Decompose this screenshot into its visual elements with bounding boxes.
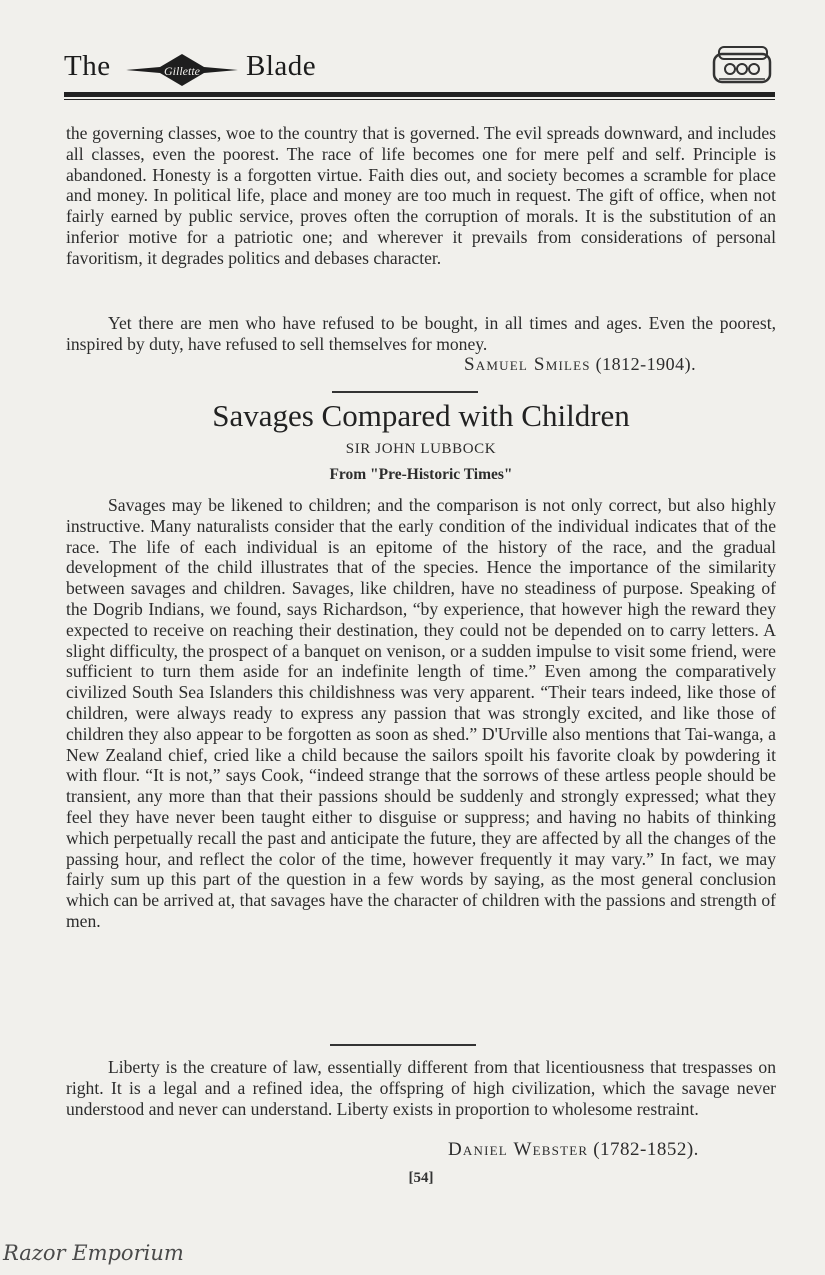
header-blade: Blade	[246, 50, 317, 82]
article-author: SIR JOHN LUBBOCK	[345, 441, 497, 457]
article-source: From "Pre-Historic Times"	[329, 466, 513, 483]
closing-quote: Liberty is the creature of law, essentially different from that licentiousness that trespasses on right. It is a legal and a refined idea, the offspring of high civilization, which the savage never understood and never can understand. Liberty exists in proportion to wholesome restraint.	[66, 1057, 776, 1119]
page-number: [54]	[408, 1170, 434, 1186]
article-body: Savages may be likened to children; and the comparison is not only correct, but also highly instructive. Many naturalists consider that the early condition of the individual indicates that of the race. The life of each individual is an epitome of the history of the race, and the gradual development of the child illustrates that of the species. Hence the importance of the similarity between savages and children. Savages, like children, have no steadiness of purpose. Speaking of the Dogrib Indians, we found, says Richardson, “by experience, that however high the reward they expected to receive on reaching their destination, they could not be depended on to carry letters. A slight difficulty, the prospect of a banquet on venison, or a sudden impulse to visit some friend, were sufficient to turn them aside for an indefinite length of time.” Even among the comparatively civilized South Sea Islanders this childishness was very apparent. “Their tears indeed, like those of children, were always ready to express any passion that was strongly excited, and like those of children they also appear to be forgotten as soon as shed.” D'Urville also mentions that Tai-wanga, a New Zealand chief, cried like a child because the sailors spoilt his favorite cloak by powdering it with flour. “It is not,” says Cook, “indeed strange that the sorrows of these artless people should be transient, any more than that their passions should be suddenly and strongly expressed; what they feel they have never been taught either to disguise or suppress; and having no habits of thinking which perpetually recall the past and anticipate the future, they are affected by all the changes of the passing hour, and reflect the color of the time, however frequently it may vary.” In fact, we may fairly sum up this part of the question in a few words by saying, as the most general conclusion which can be arrived at, that savages have the character of children with the passions and strength of men.	[66, 495, 776, 931]
razor-box-icon	[709, 42, 775, 88]
logo-text: Gillette	[164, 64, 200, 78]
signature-smiles-name: Samuel Smiles	[464, 354, 591, 375]
header-rule-thin	[64, 99, 775, 100]
signature-smiles-years: (1812-1904).	[595, 354, 697, 374]
intro-paragraph-2: Yet there are men who have refused to be bought, in all times and ages. Even the poorest, inspired by duty, have refused to sell themselves for money.	[66, 313, 776, 354]
header-rule-thick	[64, 92, 775, 97]
section-divider-bottom	[330, 1044, 476, 1046]
intro-paragraph-1: the governing classes, woe to the country that is governed. The evil spreads downward, and includes all classes, even the poorest. The race of life becomes one for mere pelf and self. Principle is abandoned. Honesty is a forgotten virtue. Faith dies out, and society becomes a scramble for place and money. In political life, place and money are too much in request. The gift of office, when not fairly earned by public service, proves often the corruption of morals. It is the substitution of an inferior motive for a patriotic one; and wherever it prevails from considerations of personal favoritism, it degrades politics and debases character.	[66, 123, 776, 268]
header-the: The	[64, 50, 111, 82]
signature-webster	[448, 1139, 699, 1161]
signature-webster-years: (1782-1852).	[593, 1139, 699, 1160]
article-title: Savages Compared with Children	[212, 398, 630, 433]
signature-smiles	[464, 354, 696, 376]
signature-webster-name: Daniel Webster	[448, 1139, 589, 1160]
page-header	[64, 40, 775, 100]
watermark: Razor Emporium	[3, 1241, 184, 1265]
section-divider-top	[332, 391, 478, 393]
gillette-diamond-logo	[126, 54, 238, 86]
